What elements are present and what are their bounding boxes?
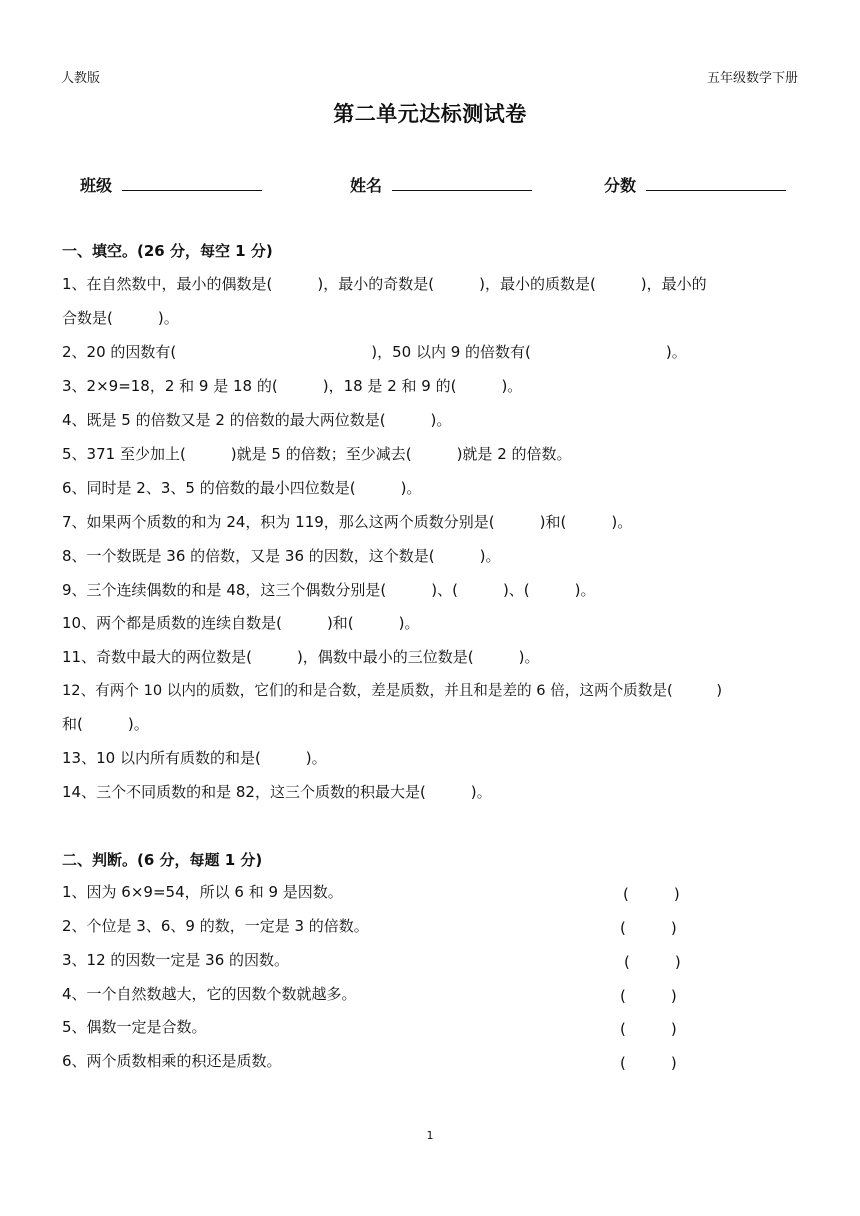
fill-question-14: 14、三个不同质数的和是 82，这三个质数的积最大是( )。 <box>62 783 492 801</box>
fill-question-12-cont: 和( )。 <box>62 715 149 733</box>
fill-question-6: 6、同时是 2、3、5 的倍数的最小四位数是( )。 <box>62 479 422 497</box>
score-blank-line[interactable] <box>646 176 786 191</box>
name-label: 姓名 <box>350 176 383 195</box>
class-field <box>80 173 262 196</box>
score-label: 分数 <box>604 176 637 195</box>
judge-question-2: 2、个位是 3、6、9 的数，一定是 3 的倍数。 <box>62 917 369 935</box>
judge-question-1: 1、因为 6×9=54，所以 6 和 9 是因数。 <box>62 883 343 901</box>
fill-question-2: 2、20 的因数有( )，50 以内 9 的倍数有( )。 <box>62 343 687 361</box>
judge-answer-6[interactable]: ( ) <box>620 1054 677 1072</box>
judge-question-5: 5、偶数一定是合数。 <box>62 1018 207 1036</box>
page-title: 第二单元达标测试卷 <box>333 102 527 126</box>
fill-question-8: 8、一个数既是 36 的倍数，又是 36 的因数，这个数是( )。 <box>62 547 501 565</box>
class-label: 班级 <box>80 176 113 195</box>
name-field <box>350 173 532 196</box>
fill-question-1-cont: 合数是( )。 <box>62 309 179 327</box>
fill-question-10: 10、两个都是质数的连续自数是( )和( )。 <box>62 614 420 632</box>
header-grade-subject: 五年级数学下册 <box>706 71 798 86</box>
name-blank-line[interactable] <box>392 176 532 191</box>
section2-heading: 二、判断。(6 分，每题 1 分) <box>62 851 263 869</box>
judge-question-3: 3、12 的因数一定是 36 的因数。 <box>62 951 290 969</box>
fill-question-12: 12、有两个 10 以内的质数，它们的和是合数，差是质数，并且和是差的 6 倍，这两个质数是( ) <box>62 682 723 699</box>
fill-question-3: 3、2×9=18，2 和 9 是 18 的( )，18 是 2 和 9 的( )。 <box>62 377 523 395</box>
page-number: 1 <box>426 1129 434 1142</box>
judge-answer-1[interactable]: ( ) <box>623 885 680 903</box>
judge-answer-2[interactable]: ( ) <box>620 919 677 937</box>
judge-question-6: 6、两个质数相乘的积还是质数。 <box>62 1052 282 1070</box>
judge-answer-5[interactable]: ( ) <box>620 1020 677 1038</box>
fill-question-5: 5、371 至少加上( )就是 5 的倍数；至少减去( )就是 2 的倍数。 <box>62 445 572 463</box>
header-publisher: 人教版 <box>61 71 101 86</box>
section1-heading: 一、填空。(26 分，每空 1 分) <box>62 242 273 260</box>
fill-question-4: 4、既是 5 的倍数又是 2 的倍数的最大两位数是( )。 <box>62 411 452 429</box>
fill-question-9: 9、三个连续偶数的和是 48，这三个偶数分别是( )、( )、( )。 <box>62 581 596 599</box>
fill-question-11: 11、奇数中最大的两位数是( )，偶数中最小的三位数是( )。 <box>62 648 540 666</box>
judge-answer-3[interactable]: ( ) <box>624 953 681 971</box>
fill-question-7: 7、如果两个质数的和为 24，积为 119，那么这两个质数分别是( )和( )。 <box>62 513 633 531</box>
fill-question-1: 1、在自然数中，最小的偶数是( )，最小的奇数是( )，最小的质数是( )，最小的 <box>62 275 707 293</box>
class-blank-line[interactable] <box>122 176 262 191</box>
fill-question-13: 13、10 以内所有质数的和是( )。 <box>62 749 327 767</box>
judge-question-4: 4、一个自然数越大，它的因数个数就越多。 <box>62 985 357 1003</box>
score-field <box>604 173 786 196</box>
judge-answer-4[interactable]: ( ) <box>620 987 677 1005</box>
